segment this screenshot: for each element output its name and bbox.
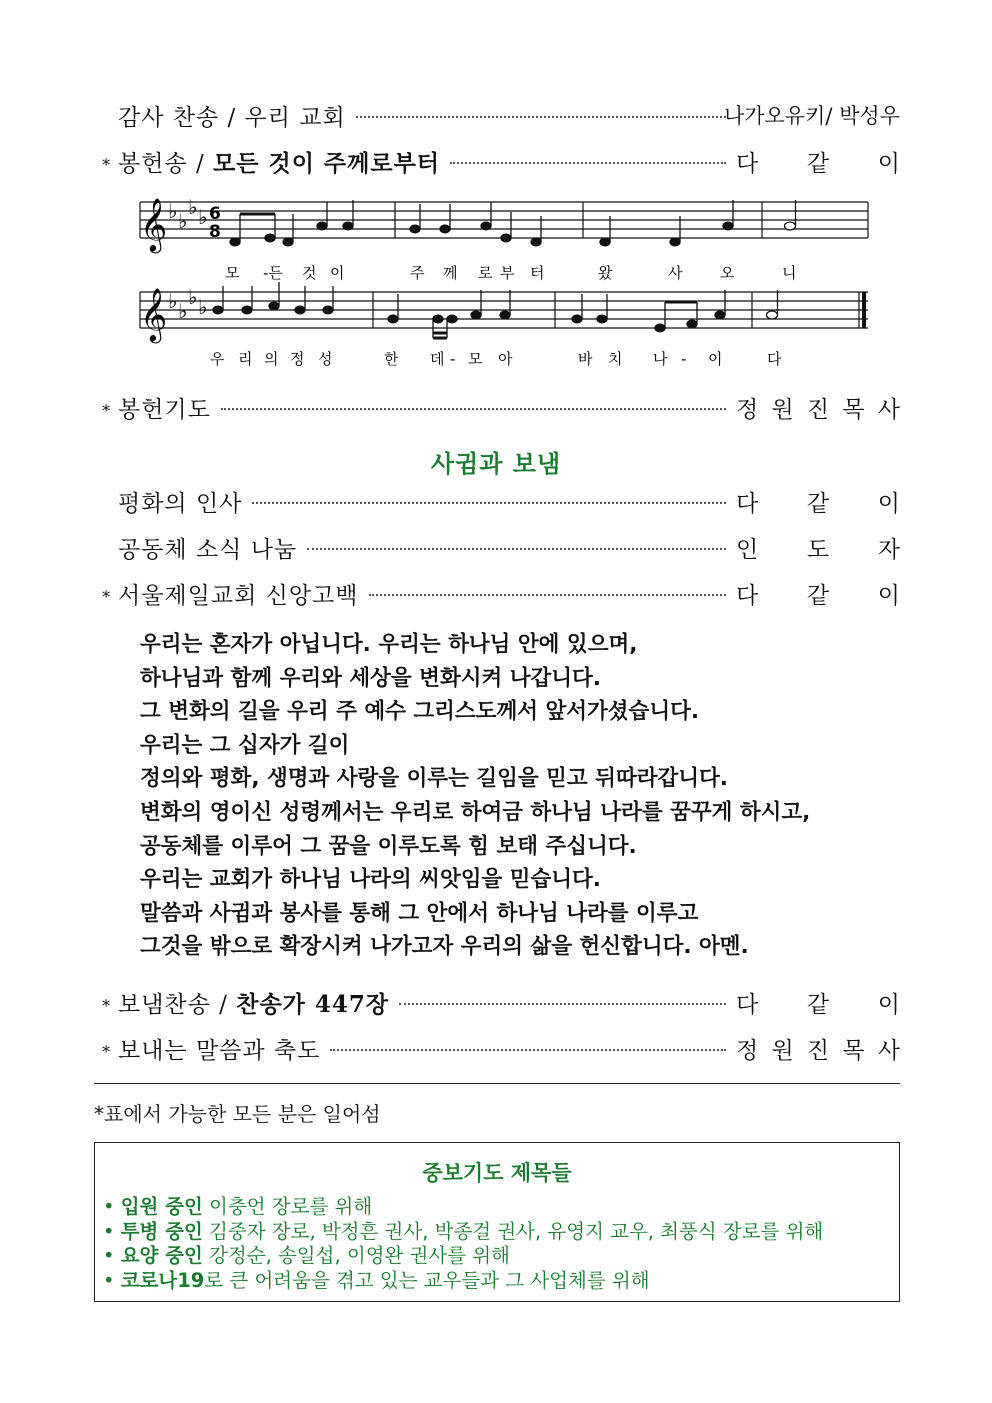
prayer-list [95,1195,899,1293]
lyric-syllable: 바 [578,350,593,368]
order-item-leader: 인 도 자 [736,536,900,563]
creed-line: 우리는 그 십자가 길이 [140,732,350,758]
standing-mark: ∗ [100,397,112,417]
svg-text:♭: ♭ [168,289,178,313]
svg-text:♭: ♭ [198,295,208,319]
order-item-leader: 다 같 이 [736,150,900,177]
order-item-leader: 다 같 이 [736,582,900,609]
order-item-community-news [94,530,900,564]
section-title: 사귐과 보냄 [430,450,562,478]
list-item: • 코로나19로 큰 어려움을 겪고 있는 교우들과 그 사업체를 위해 [103,1268,650,1292]
list-item: • 투병 중인 김중자 장로, 박정흔 권사, 박종걸 권사, 유영지 교우, 최풍식 장로를 위해 [103,1219,824,1243]
leader-dots [221,408,726,410]
lyric-syllable: 치 [608,350,623,368]
lyric-syllable: 오 [720,264,735,282]
svg-text:♭: ♭ [168,199,178,223]
creed-line: 우리는 교회가 하나님 나라의 씨앗임을 믿습니다. [140,867,601,893]
lyric-syllable: 우 [210,350,225,368]
lyric-syllable: 모 [468,350,483,368]
lyric-syllable: -든 [263,264,283,282]
footnote: *표에서 가능한 모든 분은 일어섬 [94,1102,381,1126]
lyric-syllable: 왔 [598,264,613,282]
leader-dots [330,1049,726,1051]
song-title: 모든 것이 주께로부터 [213,149,441,177]
time-signature-bottom: 8 [209,222,221,242]
lyric-syllable: 정 [290,350,305,368]
lyric-syllable: 니 [782,264,797,282]
lyric-syllable: 데 [430,350,445,368]
time-signature-top: 6 [209,204,221,224]
order-item-label: 서울제일교회 신앙고백 [118,582,359,609]
leader-dots [356,116,726,118]
svg-text:♭: ♭ [198,205,208,229]
lyric-syllable: - [681,350,687,368]
order-item-label: 봉헌기도 [118,396,211,423]
key-signature-flats [168,285,207,323]
creed-line: 공동체를 이루어 그 꿈을 이루도록 힘 보태 주십니다. [140,833,637,859]
hymn-number: 찬송가 447장 [236,990,390,1018]
order-item-thanksgiving-hymn [94,98,900,132]
creed-text [140,628,900,964]
leader-dots [307,548,726,550]
treble-clef-icon: 𝄞 [140,287,168,341]
standing-mark: ∗ [100,151,112,171]
creed-line: 그것을 밖으로 확장시켜 나가고자 우리의 삶을 헌신합니다. 아멘. [140,934,749,960]
lyric-syllable: - [450,350,456,368]
order-item-offertory-prayer [94,390,900,424]
lyric-syllable: 한 [384,350,399,368]
notes-line-1 [230,200,796,246]
lyrics-line-2 [210,350,782,368]
prayer-requests-box [94,1142,900,1302]
lyric-syllable: 이 [708,350,723,368]
order-item-offertory-song [94,144,900,178]
order-item-sending-hymn [94,985,900,1019]
treble-clef-icon: 𝄞 [140,197,168,251]
leader-dots [369,594,727,596]
order-item-leader: 나가오유키/ 박성우 [723,104,900,128]
order-item-label: 보내는 말씀과 축도 [118,1037,321,1064]
lyric-syllable: 부 [500,264,515,282]
list-item: • 입원 중인 이충언 장로를 위해 [103,1195,373,1218]
lyric-syllable: 께 [443,264,458,282]
lyric-syllable: 사 [668,264,683,282]
order-item-label: 보냄찬송 / 찬송가 447장 [118,990,390,1018]
standing-mark: ∗ [100,1038,112,1058]
standing-mark: ∗ [100,583,112,603]
order-item-label: 공동체 소식 나눔 [118,536,298,563]
lyric-syllable: 모 [225,264,240,282]
lyric-syllable: 성 [318,350,333,368]
offertory-sheet-music [130,188,875,373]
order-item-benediction [94,1031,900,1065]
creed-line: 정의와 평화, 생명과 사랑을 이루는 길임을 믿고 뒤따라갑니다. [140,766,728,792]
key-signature-flats [168,195,207,233]
order-item-label: 봉헌송 / 모든 것이 주께로부터 [118,149,441,177]
leader-dots [450,162,726,164]
order-item-creed [94,576,900,610]
leader-dots [399,1003,726,1005]
standing-mark: ∗ [100,992,112,1012]
creed-line: 그 변화의 길을 우리 주 예수 그리스도께서 앞서가셨습니다. [140,699,700,725]
order-item-label: 평화의 인사 [118,490,243,517]
divider [94,1083,900,1084]
order-item-label: 감사 찬송 / 우리 교회 [118,104,346,131]
lyric-syllable: 다 [767,350,782,368]
creed-line: 변화의 영이신 성령께서는 우리로 하여금 하나님 나라를 꿈꾸게 하시고, [140,799,811,825]
lyric-syllable: 터 [530,264,545,282]
svg-text:♭: ♭ [188,285,198,309]
list-item: • 요양 중인 강정순, 송일섭, 이영완 권사를 위해 [103,1244,510,1267]
creed-line: 하나님과 함께 우리와 세상을 변화시켜 나갑니다. [140,665,601,691]
prayer-box-title: 중보기도 제목들 [422,1161,572,1185]
order-item-leader: 정 원 진 목 사 [736,396,900,423]
leader-dots [252,502,726,504]
staff-line-1 [140,202,868,238]
lyric-syllable: 아 [498,350,513,368]
lyric-syllable: 것 [302,264,317,282]
order-item-leader: 정 원 진 목 사 [736,1037,900,1064]
order-item-peace-greeting [94,484,900,518]
lyric-syllable: 로 [478,264,493,282]
svg-text:♭: ♭ [178,299,188,323]
lyric-syllable: 의 [264,350,279,368]
lyric-syllable: 나 [653,350,668,368]
creed-line: 우리는 혼자가 아닙니다. 우리는 하나님 안에 있으며, [140,632,638,657]
svg-text:♭: ♭ [178,209,188,233]
svg-text:♭: ♭ [188,195,198,219]
lyric-syllable: 리 [238,350,253,368]
lyric-syllable: 주 [410,264,425,282]
lyric-syllable: 이 [330,264,345,282]
order-item-leader: 다 같 이 [736,991,900,1018]
creed-line: 말씀과 사귐과 봉사를 통해 그 안에서 하나님 나라를 이루고 [140,900,699,926]
lyrics-line-1 [225,264,797,282]
order-item-leader: 다 같 이 [736,490,900,517]
